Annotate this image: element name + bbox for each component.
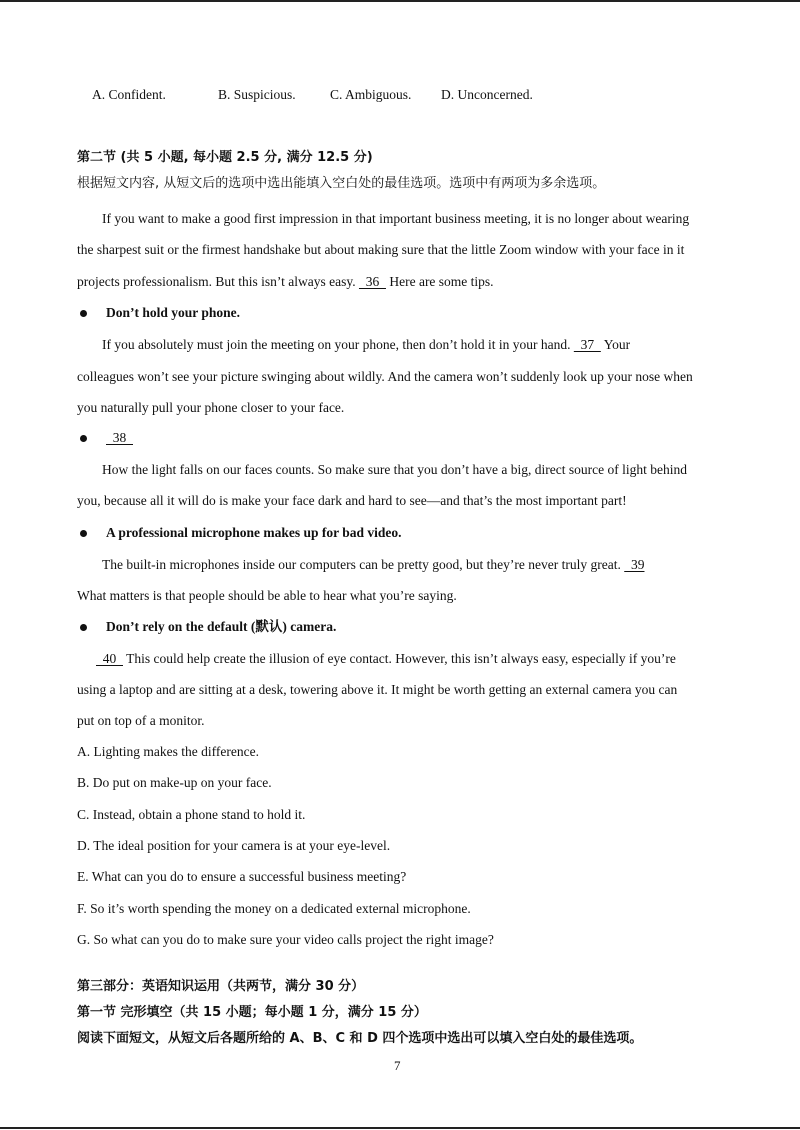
choice-c: C. Instead, obtain a phone stand to hold it. [77,807,306,822]
part3-instruction: 阅读下面短文，从短文后各题所给的 A、B、C 和 D 四个选项中选出可以填入空白处的最佳选项。 [77,1031,643,1046]
bullet-icon [80,624,87,631]
part3-section1-heading: 第一节 完形填空（共 15 小题；每小题 1 分，满分 15 分） [77,1005,427,1020]
choice-f: F. So it’s worth spending the money on a dedicated external microphone. [77,901,471,916]
part3-heading: 第三部分：英语知识运用（共两节，满分 30 分） [77,979,365,994]
blank-39: 39 [624,557,645,572]
passage-p2-line1: If you absolutely must join the meeting on your phone, then don’t hold it in your hand. 37 Your [102,337,631,352]
tip-heading-phone: Don’t hold your phone. [106,305,241,320]
choice-d: D. The ideal position for your camera is at your eye-level. [77,838,391,853]
option-b: B. Suspicious. [218,87,296,102]
choice-e: E. What can you do to ensure a successful business meeting? [77,869,407,884]
bullet-icon [80,310,87,317]
section2-instruction: 根据短文内容, 从短文后的选项中选出能填入空白处的最佳选项。选项中有两项为多余选项。 [77,176,606,191]
option-d: D. Unconcerned. [441,87,533,102]
passage-p5-line2: using a laptop and are sitting at a desk, towering above it. It might be worth getting an external camera you can [77,682,678,697]
blank-38: 38 [106,430,133,445]
passage-p1-line3: projects professionalism. But this isn’t always easy. 36 Here are some tips. [77,274,494,289]
tip-heading-camera: Don’t rely on the default (默认) camera. [106,619,337,634]
tip-heading-microphone: A professional microphone makes up for bad video. [106,525,402,540]
passage-p2-line3: you naturally pull your phone closer to your face. [77,400,345,415]
passage-p2-line2: colleagues won’t see your picture swinging about wildly. And the camera won’t suddenly look up your nose when [77,369,693,384]
blank-37: 37 [573,337,601,352]
choice-b: B. Do put on make-up on your face. [77,775,272,790]
blank-36: 36 [358,274,386,289]
bullet-icon [80,435,87,442]
passage-p4-line1: The built-in microphones inside our computers can be pretty good, but they’re never truly great. 39 [102,557,645,572]
blank-40: 40 [96,651,123,666]
passage-p1-line2: the sharpest suit or the firmest handshake but about making sure that the little Zoom window with your face in it [77,242,685,257]
passage-p4-line2: What matters is that people should be able to hear what you’re saying. [77,588,457,603]
passage-p3-line1: How the light falls on our faces counts. So make sure that you don’t have a big, direct source of light behind [102,462,687,477]
choice-g: G. So what can you do to make sure your video calls project the right image? [77,932,494,947]
passage-p5-line3: put on top of a monitor. [77,713,205,728]
top-border-line [0,0,800,2]
option-c: C. Ambiguous. [330,87,412,102]
page-number: 7 [394,1058,401,1073]
passage-p5-line1: 40 This could help create the illusion of eye contact. However, this isn’t always easy, especially if you’re [96,651,676,666]
section2-heading: 第二节 (共 5 小题, 每小题 2.5 分, 满分 12.5 分) [77,150,373,165]
choice-a: A. Lighting makes the difference. [77,744,259,759]
bullet-icon [80,530,87,537]
passage-p1-line1: If you want to make a good first impression in that important business meeting, it is no longer about wearing [102,211,690,226]
bottom-border-line [0,1127,800,1129]
option-a: A. Confident. [92,87,166,102]
passage-p3-line2: you, because all it will do is make your face dark and hard to see—and that’s the most important part! [77,493,627,508]
